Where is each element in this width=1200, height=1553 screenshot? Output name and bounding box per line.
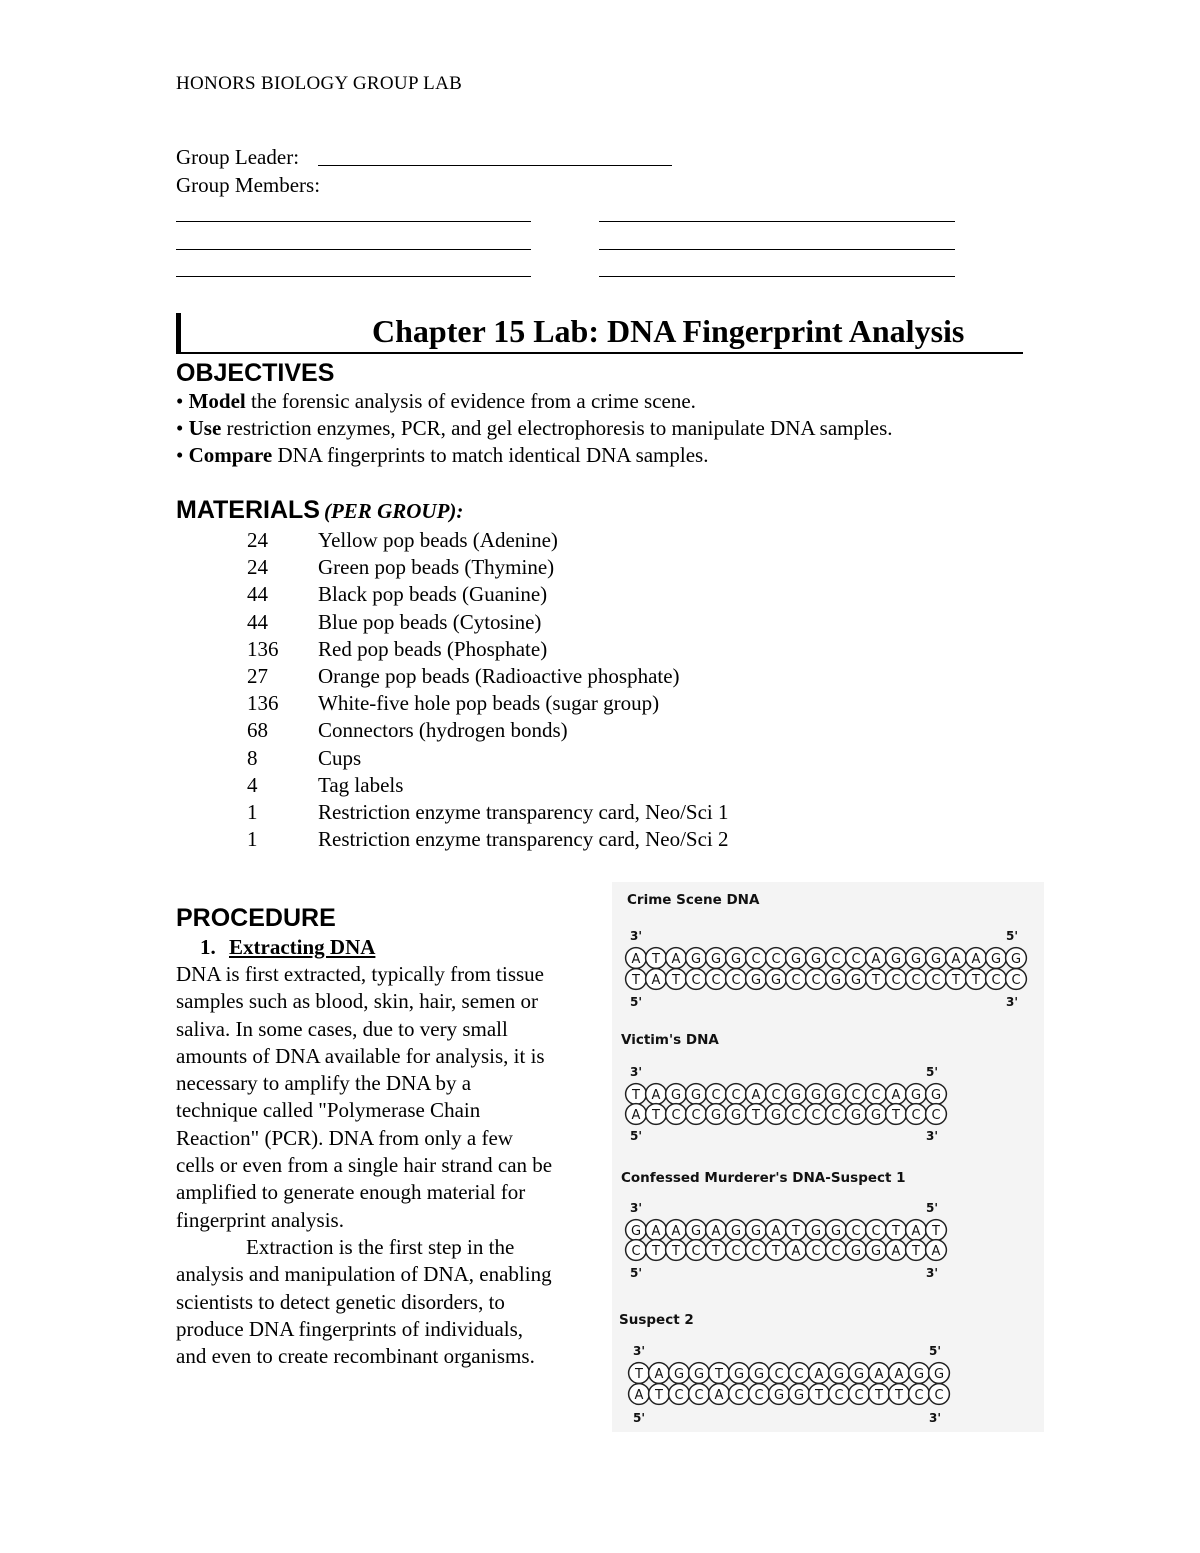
nucleotide-base: T xyxy=(655,1387,663,1403)
nucleotide-base: G xyxy=(910,951,922,967)
nucleotide-base: C xyxy=(931,972,941,988)
strand-end-label: 5' xyxy=(928,1344,941,1358)
procedure-line: amounts of DNA available for analysis, it is xyxy=(176,1043,545,1068)
nucleotide-base: A xyxy=(771,1223,781,1239)
material-quantity: 8 xyxy=(247,745,258,770)
nucleotide-base: G xyxy=(733,1366,745,1382)
nucleotide-base: T xyxy=(632,1087,640,1103)
material-name: Restriction enzyme transparency card, Neo/Sci 1 xyxy=(318,800,729,824)
material-name: Black pop beads (Guanine) xyxy=(318,582,548,607)
nucleotide-base: A xyxy=(651,1223,661,1239)
nucleotide-base: C xyxy=(751,1243,761,1259)
strand-end-label: 3' xyxy=(925,1129,938,1143)
procedure-line: saliva. In some cases, due to very small xyxy=(176,1016,508,1041)
nucleotide-base: G xyxy=(730,1223,742,1239)
procedure-line: amplified to generate enough material for xyxy=(176,1180,526,1205)
procedure-heading: PROCEDURE xyxy=(176,904,336,932)
material-name: Yellow pop beads (Adenine) xyxy=(318,528,558,552)
nucleotide-base: T xyxy=(672,972,680,988)
nucleotide-base: A xyxy=(814,1366,824,1382)
nucleotide-base: G xyxy=(750,972,762,988)
member-line[interactable] xyxy=(176,276,531,277)
nucleotide-base: C xyxy=(771,1087,781,1103)
bullet: • xyxy=(176,389,184,413)
nucleotide-base: C xyxy=(851,1087,861,1103)
title-bar-mark xyxy=(176,313,181,353)
nucleotide-base: T xyxy=(892,1223,900,1239)
nucleotide-base: G xyxy=(690,1087,702,1103)
dna-strands-illustration xyxy=(612,882,1044,1432)
objectives-heading: OBJECTIVES xyxy=(176,359,335,387)
objective-keyword: Compare xyxy=(188,443,273,467)
strand-end-label: 3' xyxy=(928,1411,941,1425)
nucleotide-base: C xyxy=(911,1107,921,1123)
material-quantity: 24 xyxy=(247,555,268,580)
nucleotide-base: C xyxy=(834,1387,844,1403)
nucleotide-base: C xyxy=(694,1387,704,1403)
objective-item xyxy=(176,415,893,442)
nucleotide-base: G xyxy=(773,1387,785,1403)
procedure-line: Reaction" (PCR). DNA from only a few xyxy=(176,1125,513,1150)
nucleotide-base: G xyxy=(630,1223,642,1239)
member-line[interactable] xyxy=(599,276,955,277)
nucleotide-base: C xyxy=(734,1387,744,1403)
strand-end-label: 3' xyxy=(1005,995,1018,1009)
nucleotide-base: G xyxy=(850,972,862,988)
procedure-line: necessary to amplify the DNA by a xyxy=(176,1071,472,1096)
nucleotide-base: G xyxy=(810,1223,822,1239)
nucleotide-base: G xyxy=(933,1366,945,1382)
nucleotide-base: C xyxy=(831,1107,841,1123)
nucleotide-base: G xyxy=(750,1223,762,1239)
nucleotide-base: A xyxy=(651,972,661,988)
nucleotide-base: G xyxy=(830,1087,842,1103)
nucleotide-base: T xyxy=(652,1243,660,1259)
nucleotide-base: G xyxy=(690,1223,702,1239)
nucleotide-base: C xyxy=(811,1243,821,1259)
nucleotide-base: C xyxy=(931,1107,941,1123)
nucleotide-base: C xyxy=(754,1387,764,1403)
nucleotide-base: T xyxy=(815,1387,823,1403)
nucleotide-base: C xyxy=(731,972,741,988)
nucleotide-base: A xyxy=(971,951,981,967)
group-leader-line[interactable] xyxy=(318,165,672,166)
nucleotide-base: G xyxy=(730,1107,742,1123)
sample-label: Confessed Murderer's DNA-Suspect 1 xyxy=(621,1170,906,1186)
nucleotide-base: G xyxy=(990,951,1002,967)
objective-keyword: Model xyxy=(188,389,246,413)
procedure-line: DNA is first extracted, typically from tissue xyxy=(176,962,545,986)
nucleotide-base: G xyxy=(690,951,702,967)
procedure-line: scientists to detect genetic disorders, to xyxy=(176,1289,505,1314)
nucleotide-base: T xyxy=(632,972,640,988)
nucleotide-base: C xyxy=(851,951,861,967)
nucleotide-base: C xyxy=(674,1387,684,1403)
nucleotide-base: G xyxy=(910,1087,922,1103)
procedure-line: cells or even from a single hair strand can be xyxy=(176,1153,553,1178)
nucleotide-base: T xyxy=(932,1223,940,1239)
nucleotide-base: C xyxy=(791,972,801,988)
strand-end-label: 3' xyxy=(630,929,643,943)
materials-subheading: (PER GROUP): xyxy=(323,499,464,523)
nucleotide-base: C xyxy=(811,1107,821,1123)
nucleotide-base: C xyxy=(751,951,761,967)
procedure-line: produce DNA fingerprints of individuals, xyxy=(176,1316,524,1341)
material-name: Connectors (hydrogen bonds) xyxy=(318,718,568,743)
procedure-line: technique called "Polymerase Chain xyxy=(176,1098,481,1123)
nucleotide-base: G xyxy=(830,972,842,988)
nucleotide-base: C xyxy=(991,972,1001,988)
material-name: White-five hole pop beads (sugar group) xyxy=(318,691,660,716)
material-quantity: 136 xyxy=(247,636,279,661)
nucleotide-base: T xyxy=(875,1387,883,1403)
strand-end-label: 3' xyxy=(633,1344,646,1358)
nucleotide-base: C xyxy=(871,1087,881,1103)
strand-end-label: 3' xyxy=(630,1201,643,1215)
objective-text: restriction enzymes, PCR, and gel electrophoresis to manipulate DNA samples. xyxy=(221,416,893,440)
nucleotide-base: C xyxy=(854,1387,864,1403)
nucleotide-base: T xyxy=(772,1243,780,1259)
material-name: Restriction enzyme transparency card, Neo/Sci 2 xyxy=(318,827,729,852)
nucleotide-base: C xyxy=(831,1243,841,1259)
sample-label: Crime Scene DNA xyxy=(627,892,760,908)
nucleotide-base: G xyxy=(890,951,902,967)
strand-end-label: 5' xyxy=(630,1266,643,1280)
strand-end-label: 5' xyxy=(630,1129,643,1143)
material-name: Tag labels xyxy=(318,772,404,797)
nucleotide-base: C xyxy=(631,1243,641,1259)
sample-label: Victim's DNA xyxy=(621,1032,719,1048)
nucleotide-base: C xyxy=(711,1087,721,1103)
nucleotide-base: A xyxy=(651,1087,661,1103)
nucleotide-base: G xyxy=(770,972,782,988)
nucleotide-base: G xyxy=(810,1087,822,1103)
sample-label: Suspect 2 xyxy=(619,1312,694,1328)
nucleotide-base: G xyxy=(790,951,802,967)
nucleotide-base: C xyxy=(791,1107,801,1123)
dna-figure xyxy=(612,882,1044,1432)
group-leader-label: Group Leader: xyxy=(176,145,300,169)
nucleotide-base: C xyxy=(831,951,841,967)
nucleotide-base: T xyxy=(952,972,960,988)
nucleotide-base: T xyxy=(652,1107,660,1123)
nucleotide-base: C xyxy=(934,1387,944,1403)
nucleotide-base: A xyxy=(654,1366,664,1382)
nucleotide-base: C xyxy=(711,972,721,988)
nucleotide-base: C xyxy=(691,972,701,988)
step-title: Extracting DNA xyxy=(229,935,376,959)
nucleotide-base: G xyxy=(790,1087,802,1103)
nucleotide-base: G xyxy=(930,1087,942,1103)
member-line[interactable] xyxy=(176,249,531,250)
nucleotide-base: G xyxy=(870,1107,882,1123)
nucleotide-base: A xyxy=(671,951,681,967)
nucleotide-base: A xyxy=(891,1243,901,1259)
nucleotide-base: G xyxy=(833,1366,845,1382)
nucleotide-base: A xyxy=(631,1107,641,1123)
strand-end-label: 5' xyxy=(633,1411,646,1425)
strand-end-label: 5' xyxy=(1005,929,1018,943)
objective-item xyxy=(176,442,893,469)
bullet: • xyxy=(176,443,184,467)
nucleotide-base: G xyxy=(753,1366,765,1382)
title-rule xyxy=(176,352,1023,354)
procedure-line: samples such as blood, skin, hair, semen or xyxy=(176,989,538,1014)
nucleotide-base: G xyxy=(793,1387,805,1403)
nucleotide-base: C xyxy=(914,1387,924,1403)
nucleotide-base: C xyxy=(731,1243,741,1259)
nucleotide-base: C xyxy=(731,1087,741,1103)
nucleotide-base: C xyxy=(811,972,821,988)
nucleotide-base: G xyxy=(830,1223,842,1239)
material-quantity: 4 xyxy=(247,772,258,797)
material-quantity: 1 xyxy=(247,827,258,852)
member-line[interactable] xyxy=(176,221,531,222)
nucleotide-base: G xyxy=(870,1243,882,1259)
nucleotide-base: T xyxy=(635,1366,643,1382)
nucleotide-base: C xyxy=(671,1107,681,1123)
objective-text: DNA fingerprints to match identical DNA samples. xyxy=(272,443,709,467)
nucleotide-base: T xyxy=(895,1387,903,1403)
nucleotide-base: G xyxy=(693,1366,705,1382)
nucleotide-base: G xyxy=(730,951,742,967)
procedure-text xyxy=(176,961,606,1370)
material-name: Cups xyxy=(318,745,362,770)
nucleotide-base: C xyxy=(774,1366,784,1382)
nucleotide-base: A xyxy=(671,1223,681,1239)
nucleotide-base: T xyxy=(912,1243,920,1259)
member-line[interactable] xyxy=(599,221,955,222)
nucleotide-base: A xyxy=(931,1243,941,1259)
objectives-list xyxy=(176,388,893,469)
nucleotide-base: A xyxy=(634,1387,644,1403)
nucleotide-base: G xyxy=(770,1107,782,1123)
procedure-step-1 xyxy=(200,934,375,961)
nucleotide-base: T xyxy=(672,1243,680,1259)
strand-end-label: 3' xyxy=(925,1266,938,1280)
nucleotide-base: A xyxy=(874,1366,884,1382)
procedure-line: fingerprint analysis. xyxy=(176,1207,344,1232)
nucleotide-base: C xyxy=(1011,972,1021,988)
nucleotide-base: C xyxy=(891,972,901,988)
material-name: Blue pop beads (Cytosine) xyxy=(318,609,542,634)
nucleotide-base: C xyxy=(851,1223,861,1239)
nucleotide-base: G xyxy=(1010,951,1022,967)
nucleotide-base: T xyxy=(715,1366,723,1382)
bullet: • xyxy=(176,416,184,440)
nucleotide-base: A xyxy=(894,1366,904,1382)
material-quantity: 27 xyxy=(247,664,268,688)
nucleotide-base: A xyxy=(891,1087,901,1103)
strand-end-label: 5' xyxy=(925,1065,938,1079)
nucleotide-base: A xyxy=(711,1223,721,1239)
nucleotide-base: C xyxy=(911,972,921,988)
objective-text: the forensic analysis of evidence from a crime scene. xyxy=(245,389,696,413)
procedure-line: and even to create recombinant organisms. xyxy=(176,1344,535,1369)
step-number: 1. xyxy=(200,935,216,959)
nucleotide-base: T xyxy=(712,1243,720,1259)
nucleotide-base: T xyxy=(892,1107,900,1123)
nucleotide-base: A xyxy=(951,951,961,967)
nucleotide-base: G xyxy=(853,1366,865,1382)
nucleotide-base: C xyxy=(794,1366,804,1382)
nucleotide-base: C xyxy=(691,1243,701,1259)
nucleotide-base: T xyxy=(792,1223,800,1239)
nucleotide-base: A xyxy=(871,951,881,967)
material-quantity: 24 xyxy=(247,528,268,552)
material-name: Orange pop beads (Radioactive phosphate) xyxy=(318,664,680,688)
strand-end-label: 3' xyxy=(630,1065,643,1079)
nucleotide-base: G xyxy=(710,1107,722,1123)
nucleotide-base: G xyxy=(673,1366,685,1382)
nucleotide-base: T xyxy=(752,1107,760,1123)
material-name: Red pop beads (Phosphate) xyxy=(318,636,548,661)
member-line[interactable] xyxy=(599,249,955,250)
procedure-line: Extraction is the first step in the xyxy=(246,1234,515,1259)
procedure-line: analysis and manipulation of DNA, enabling xyxy=(176,1262,552,1287)
nucleotide-base: G xyxy=(810,951,822,967)
nucleotide-base: C xyxy=(871,1223,881,1239)
objective-item xyxy=(176,388,893,415)
nucleotide-base: A xyxy=(631,951,641,967)
materials-heading-row xyxy=(176,496,463,525)
nucleotide-base: G xyxy=(710,951,722,967)
nucleotide-base: A xyxy=(714,1387,724,1403)
nucleotide-base: A xyxy=(911,1223,921,1239)
nucleotide-base: G xyxy=(913,1366,925,1382)
material-quantity: 1 xyxy=(247,800,258,824)
material-quantity: 44 xyxy=(247,582,268,607)
material-name: Green pop beads (Thymine) xyxy=(318,555,555,580)
nucleotide-base: T xyxy=(652,951,660,967)
materials-heading: MATERIALS xyxy=(176,496,320,524)
material-quantity: 136 xyxy=(247,691,279,716)
material-quantity: 44 xyxy=(247,609,268,634)
nucleotide-base: G xyxy=(850,1107,862,1123)
nucleotide-base: G xyxy=(670,1087,682,1103)
strand-end-label: 5' xyxy=(630,995,643,1009)
nucleotide-base: A xyxy=(791,1243,801,1259)
nucleotide-base: C xyxy=(771,951,781,967)
nucleotide-base: T xyxy=(972,972,980,988)
page-title: Chapter 15 Lab: DNA Fingerprint Analysis xyxy=(372,313,965,349)
course-header: HONORS BIOLOGY GROUP LAB xyxy=(176,73,463,94)
nucleotide-base: T xyxy=(872,972,880,988)
material-quantity: 68 xyxy=(247,718,268,743)
nucleotide-base: G xyxy=(850,1243,862,1259)
nucleotide-base: G xyxy=(930,951,942,967)
strand-end-label: 5' xyxy=(925,1201,938,1215)
objective-keyword: Use xyxy=(188,416,222,440)
nucleotide-base: C xyxy=(691,1107,701,1123)
nucleotide-base: A xyxy=(751,1087,761,1103)
group-members-label: Group Members: xyxy=(176,173,321,197)
materials-list xyxy=(247,527,947,857)
